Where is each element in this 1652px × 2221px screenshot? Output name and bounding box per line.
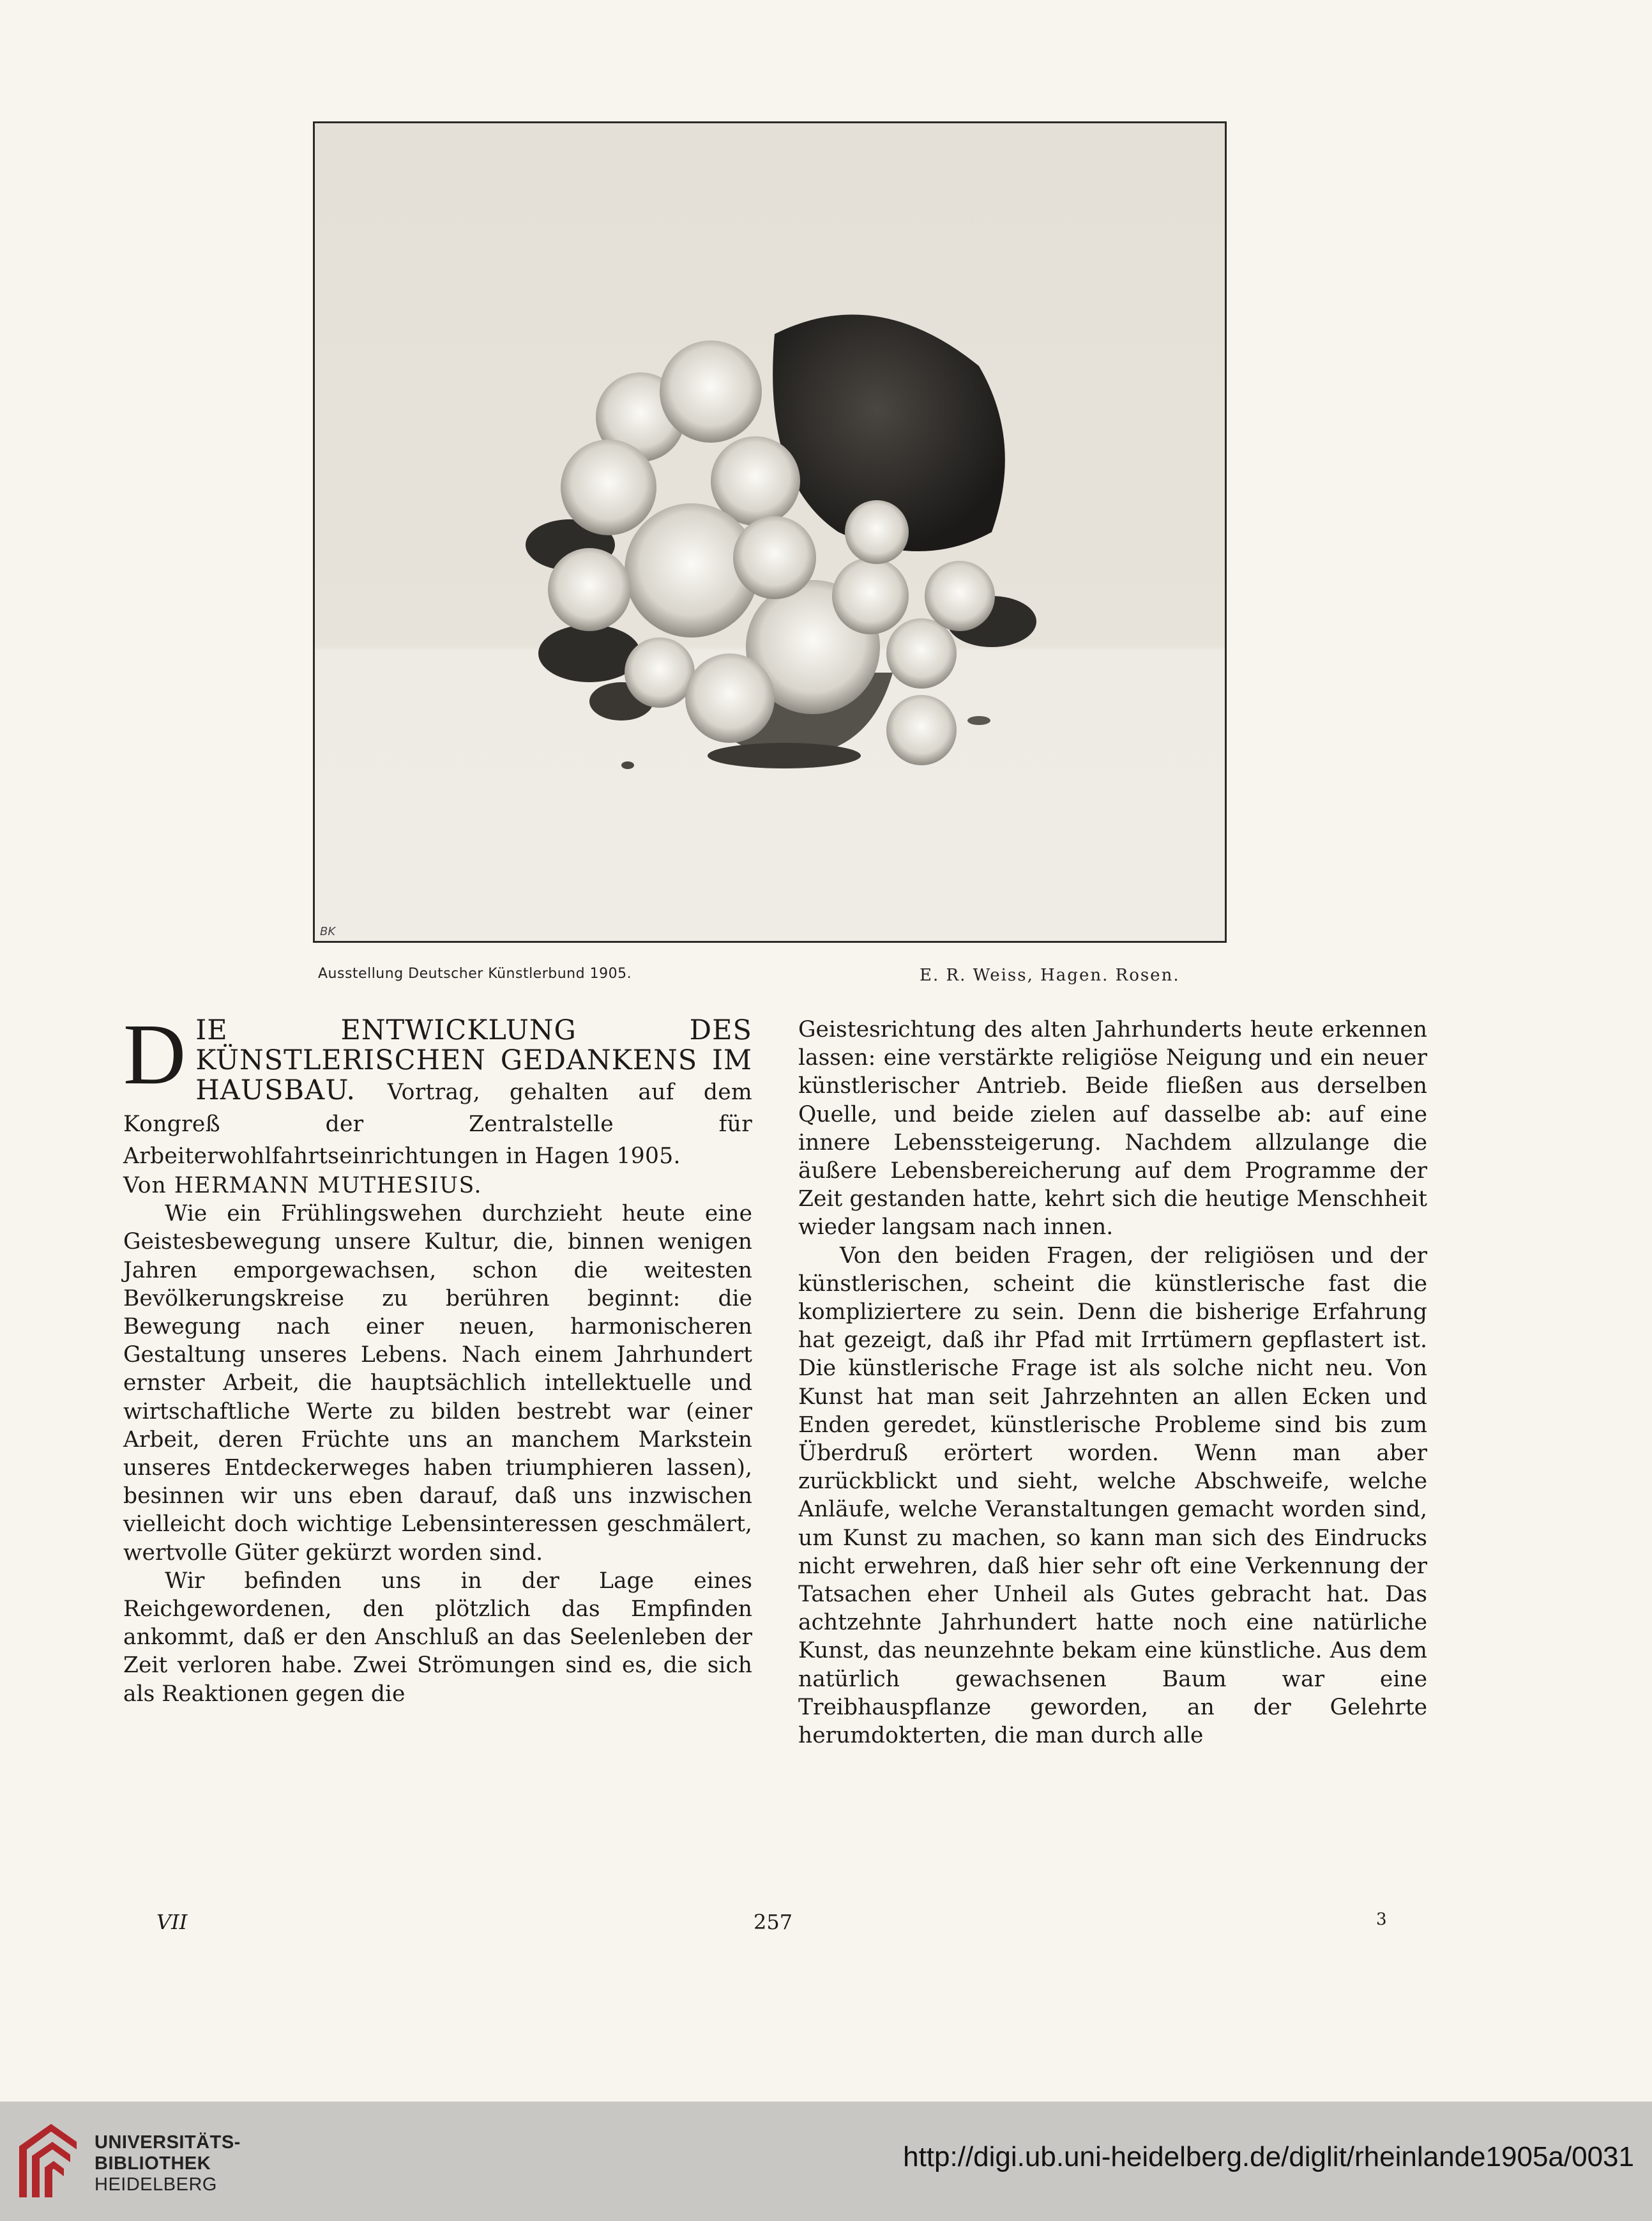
paragraph-4: Von den beiden Fragen, der religiösen und der künstlerischen, scheint die künstlerische fast die kompliziertere zu sein. Denn die bisherige Erfahrung hat gezeigt, daß ihr Pfad mit Irrtümern gepflastert ist. Die künstlerische Frage ist als solche nicht neu. Von Kunst hat man seit Jahrzehnten an allen Ecken und Enden geredet, künstlerische Probleme sind bis zum Überdruß erörtert worden. Wenn man aber zurückblickt und sieht, welche Abschweife, welche Anläufe, welche Veranstaltungen gemacht worden sind, um Kunst zu machen, so kann man sich des Eindrucks nicht erwehren, daß hier sehr oft eine Verkennung der Tatsachen eher Unheil als Gutes gebracht hat. Das achtzehnte Jahrhundert hatte noch eine natürliche Kunst, das neunzehnte bekam eine künstliche. Aus dem natürlich gewachsenen Baum war eine Treibhauspflanze geworden, an der Gelehrte herumdokterten, die man durch alle: [798, 1242, 1427, 1749]
dropcap: D: [123, 1007, 187, 1103]
rose-painting-plate: [313, 121, 1227, 943]
text-column-left: [123, 1007, 752, 1708]
signature-mark: VII: [156, 1910, 188, 1934]
paragraph-1: Wie ein Frühlingswehen durchzieht heute eine Geistesbewegung unsere Kultur, die, binnen wenigen Jahren emporgewachsen, schon die weitesten Bevölkerungskreise zu berühren beginnt: die Bewegung nach einer neuen, harmonischeren Gestaltung unseres Lebens. Nach einem Jahrhundert ernster Arbeit, die hauptsächlich intellektuelle und wirtschaftliche Werte zu bilden bestrebt war (einer Arbeit, deren Früchte uns an manchem Markstein unseres Entdeckerweges haben triumphieren lassen), besinnen wir uns eben darauf, daß uns inzwischen vielleicht doch wichtige Lebensinteressen geschmälert, wertvolle Güter gekürzt worden sind.: [123, 1201, 752, 1566]
author-prefix: Von: [123, 1173, 167, 1198]
article-title: [123, 1007, 752, 1172]
artist-monogram: BK: [320, 925, 336, 938]
library-logo-icon[interactable]: [13, 2118, 83, 2204]
library-name-line1: UNIVERSITÄTS-: [95, 2132, 241, 2153]
plate-caption-artist: E. R. Weiss, Hagen. Rosen.: [920, 966, 1180, 985]
library-name-line3: HEIDELBERG: [95, 2174, 217, 2195]
author-line: [123, 1172, 752, 1200]
paragraph-2: Wir befinden uns in der Lage eines Reichgewordenen, den plötzlich das Empfinden ankommt, daß er den Anschluß an das Seelenleben der Zeit verloren habe. Zwei Strömungen sind es, die sich als Reaktionen gegen die: [123, 1568, 752, 1707]
paragraph-3: Geistesrichtung des alten Jahrhunderts heute erkennen lassen: eine verstärkte religiöse Neigung und ein neuer künstlerischer Antrieb. Beide fließen aus derselben Quelle, und beide zielen auf dasselbe ab: auf eine innere Lebenssteigerung. Nachdem allzulange die äußere Lebensbereicherung auf dem Programme der Zeit gestanden hatte, kehrt sich die heutige Menschheit wieder langsam nach innen.: [798, 1017, 1427, 1240]
permalink-url[interactable]: http://digi.ub.uni-heidelberg.de/diglit/rheinlande1905a/0031: [903, 2141, 1634, 2172]
library-footer: [0, 2102, 1652, 2221]
title-text: IE ENTWICKLUNG DES KÜNSTLERISCHEN GEDANKENS IM HAUSBAU.: [195, 1014, 752, 1106]
sheet-number: 3: [1376, 1910, 1387, 1929]
page-number: 257: [754, 1910, 793, 1934]
roses-illustration: [315, 123, 1225, 941]
library-name[interactable]: [95, 2132, 241, 2195]
subtitle: Vortrag, gehalten auf dem Kongreß der Zentralstelle für Arbeiterwohlfahrtseinrichtungen in Hagen 1905.: [123, 1080, 752, 1169]
plate-caption-exhibition: Ausstellung Deutscher Künstlerbund 1905.: [318, 966, 632, 982]
library-name-line2: BIBLIOTHEK: [95, 2153, 211, 2174]
author-name: HERMANN MUTHESIUS.: [174, 1173, 482, 1198]
text-column-right: [798, 1016, 1427, 1750]
